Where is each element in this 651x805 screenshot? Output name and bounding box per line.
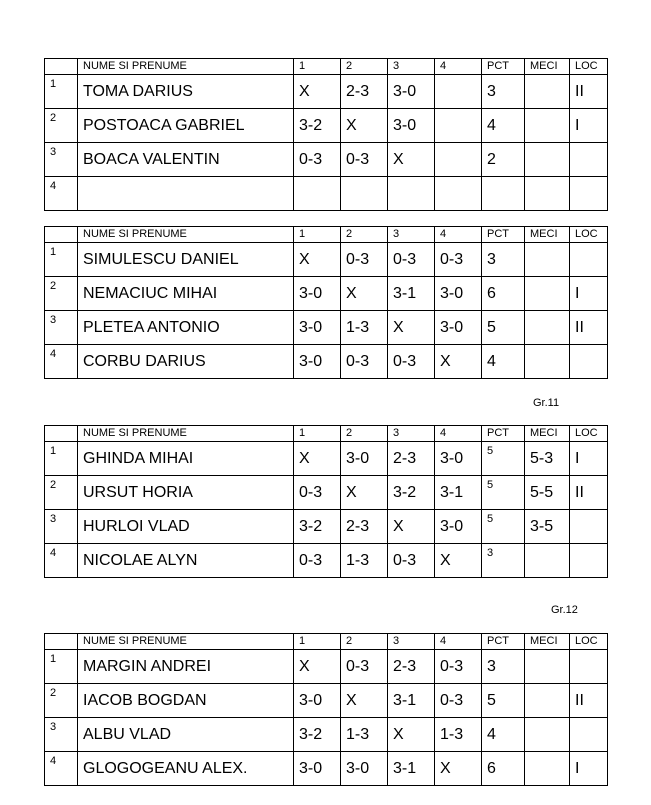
header-2: 2 [341,59,388,75]
matches [525,75,570,109]
header-row [45,59,608,75]
points: 3 [482,75,525,109]
score-1: 3-0 [294,345,341,379]
row-number: 3 [45,143,78,177]
points: 3 [482,544,525,578]
score-3: X [388,718,435,752]
header-1: 1 [294,426,341,442]
place [570,345,608,379]
table-row [45,109,608,143]
header-pct: PCT [482,59,525,75]
header-meci: MECI [525,426,570,442]
table-row [45,75,608,109]
table-row [45,177,608,211]
matches [525,544,570,578]
header-row [45,227,608,243]
matches [525,277,570,311]
table-row [45,442,608,476]
place: I [570,277,608,311]
header-2: 2 [341,426,388,442]
standings-table [44,226,608,379]
score-1: 3-0 [294,684,341,718]
score-4: 3-0 [435,311,482,345]
header-3: 3 [388,59,435,75]
matches [525,143,570,177]
header-3: 3 [388,227,435,243]
header-2: 2 [341,227,388,243]
matches [525,650,570,684]
header-3: 3 [388,634,435,650]
player-name: PLETEA ANTONIO [78,311,294,345]
score-2: X [341,277,388,311]
score-4: X [435,544,482,578]
player-name: MARGIN ANDREI [78,650,294,684]
player-name: TOMA DARIUS [78,75,294,109]
score-2: X [341,684,388,718]
header-num [45,426,78,442]
header-row [45,634,608,650]
matches: 3-5 [525,510,570,544]
points: 5 [482,311,525,345]
score-2: 0-3 [341,650,388,684]
place [570,143,608,177]
points [482,177,525,211]
points: 4 [482,109,525,143]
player-name [78,177,294,211]
row-number: 4 [45,752,78,786]
row-number: 3 [45,311,78,345]
header-1: 1 [294,227,341,243]
header-3: 3 [388,426,435,442]
row-number: 2 [45,476,78,510]
score-3: X [388,510,435,544]
header-pct: PCT [482,426,525,442]
header-name: NUME SI PRENUME [78,634,294,650]
header-meci: MECI [525,634,570,650]
player-name: NEMACIUC MIHAI [78,277,294,311]
score-3 [388,177,435,211]
score-1: X [294,243,341,277]
points: 3 [482,243,525,277]
score-4: 3-0 [435,510,482,544]
score-1: 3-2 [294,718,341,752]
header-meci: MECI [525,227,570,243]
row-number: 2 [45,109,78,143]
player-name: ALBU VLAD [78,718,294,752]
player-name: URSUT HORIA [78,476,294,510]
header-pct: PCT [482,227,525,243]
matches [525,752,570,786]
player-name: SIMULESCU DANIEL [78,243,294,277]
header-loc: LOC [570,59,608,75]
header-name: NUME SI PRENUME [78,227,294,243]
score-2: 0-3 [341,243,388,277]
score-3: 3-1 [388,277,435,311]
player-name: POSTOACA GABRIEL [78,109,294,143]
place [570,544,608,578]
place [570,718,608,752]
score-3: 2-3 [388,650,435,684]
score-1: X [294,75,341,109]
score-4 [435,75,482,109]
group-1 [44,58,608,211]
player-name: GHINDA MIHAI [78,442,294,476]
standings-table [44,58,608,211]
row-number: 4 [45,345,78,379]
score-4 [435,177,482,211]
row-number: 3 [45,510,78,544]
header-1: 1 [294,634,341,650]
points: 2 [482,143,525,177]
place: II [570,311,608,345]
table-row [45,510,608,544]
header-num [45,634,78,650]
header-1: 1 [294,59,341,75]
score-1: 3-2 [294,109,341,143]
score-2: 0-3 [341,345,388,379]
place: II [570,476,608,510]
group-label-gr12: Gr.12 [551,604,578,616]
score-2: X [341,109,388,143]
points: 5 [482,684,525,718]
header-loc: LOC [570,426,608,442]
row-number: 1 [45,243,78,277]
place: I [570,752,608,786]
score-1: 3-0 [294,277,341,311]
row-number: 1 [45,650,78,684]
place [570,510,608,544]
score-2: 1-3 [341,718,388,752]
matches [525,311,570,345]
points: 6 [482,277,525,311]
table-row [45,476,608,510]
table-row [45,243,608,277]
header-name: NUME SI PRENUME [78,426,294,442]
row-number: 2 [45,277,78,311]
points: 4 [482,718,525,752]
points: 3 [482,650,525,684]
player-name: CORBU DARIUS [78,345,294,379]
score-4 [435,143,482,177]
header-num [45,59,78,75]
score-4: 0-3 [435,650,482,684]
score-3: 3-0 [388,109,435,143]
header-4: 4 [435,227,482,243]
score-1: 3-2 [294,510,341,544]
table-row [45,650,608,684]
matches [525,109,570,143]
score-2: X [341,476,388,510]
score-4: 3-1 [435,476,482,510]
header-4: 4 [435,426,482,442]
matches: 5-5 [525,476,570,510]
player-name: HURLOI VLAD [78,510,294,544]
matches [525,243,570,277]
header-4: 4 [435,634,482,650]
score-2: 1-3 [341,311,388,345]
score-1: 0-3 [294,143,341,177]
header-name: NUME SI PRENUME [78,59,294,75]
place [570,243,608,277]
points: 5 [482,442,525,476]
standings-table [44,425,608,578]
points: 4 [482,345,525,379]
score-3: 3-0 [388,75,435,109]
header-row [45,426,608,442]
score-2: 1-3 [341,544,388,578]
score-3: 3-1 [388,752,435,786]
header-num [45,227,78,243]
row-number: 3 [45,718,78,752]
table-row [45,752,608,786]
header-meci: MECI [525,59,570,75]
table-row [45,718,608,752]
header-2: 2 [341,634,388,650]
header-loc: LOC [570,227,608,243]
player-name: GLOGOGEANU ALEX. [78,752,294,786]
score-3: 3-2 [388,476,435,510]
table-row [45,311,608,345]
matches: 5-3 [525,442,570,476]
score-4: 0-3 [435,684,482,718]
table-row [45,277,608,311]
table-row [45,544,608,578]
matches [525,345,570,379]
score-3: 3-1 [388,684,435,718]
row-number: 4 [45,177,78,211]
score-1: 3-0 [294,752,341,786]
row-number: 1 [45,75,78,109]
score-3: X [388,143,435,177]
score-1: X [294,442,341,476]
points: 5 [482,510,525,544]
score-1: 0-3 [294,476,341,510]
score-2: 2-3 [341,510,388,544]
table-row [45,345,608,379]
matches [525,177,570,211]
points: 5 [482,476,525,510]
place [570,650,608,684]
header-4: 4 [435,59,482,75]
header-loc: LOC [570,634,608,650]
score-1: X [294,650,341,684]
score-4: X [435,345,482,379]
score-3: 0-3 [388,544,435,578]
score-3: 0-3 [388,345,435,379]
matches [525,718,570,752]
row-number: 4 [45,544,78,578]
standings-table [44,633,608,786]
score-2: 0-3 [341,143,388,177]
score-4: 0-3 [435,243,482,277]
score-4: 1-3 [435,718,482,752]
table-row [45,143,608,177]
score-1 [294,177,341,211]
score-2: 3-0 [341,442,388,476]
table-row [45,684,608,718]
score-3: 2-3 [388,442,435,476]
group-2 [44,226,608,379]
score-4: 3-0 [435,277,482,311]
score-4: X [435,752,482,786]
score-2 [341,177,388,211]
score-4 [435,109,482,143]
group-4 [44,633,608,786]
row-number: 1 [45,442,78,476]
score-4: 3-0 [435,442,482,476]
matches [525,684,570,718]
place: II [570,75,608,109]
score-1: 0-3 [294,544,341,578]
score-2: 3-0 [341,752,388,786]
score-2: 2-3 [341,75,388,109]
place [570,177,608,211]
score-1: 3-0 [294,311,341,345]
group-3 [44,425,608,578]
player-name: NICOLAE ALYN [78,544,294,578]
header-pct: PCT [482,634,525,650]
score-3: X [388,311,435,345]
row-number: 2 [45,684,78,718]
player-name: BOACA VALENTIN [78,143,294,177]
place: I [570,442,608,476]
player-name: IACOB BOGDAN [78,684,294,718]
group-label-gr11: Gr.11 [533,397,560,409]
points: 6 [482,752,525,786]
score-3: 0-3 [388,243,435,277]
place: I [570,109,608,143]
place: II [570,684,608,718]
